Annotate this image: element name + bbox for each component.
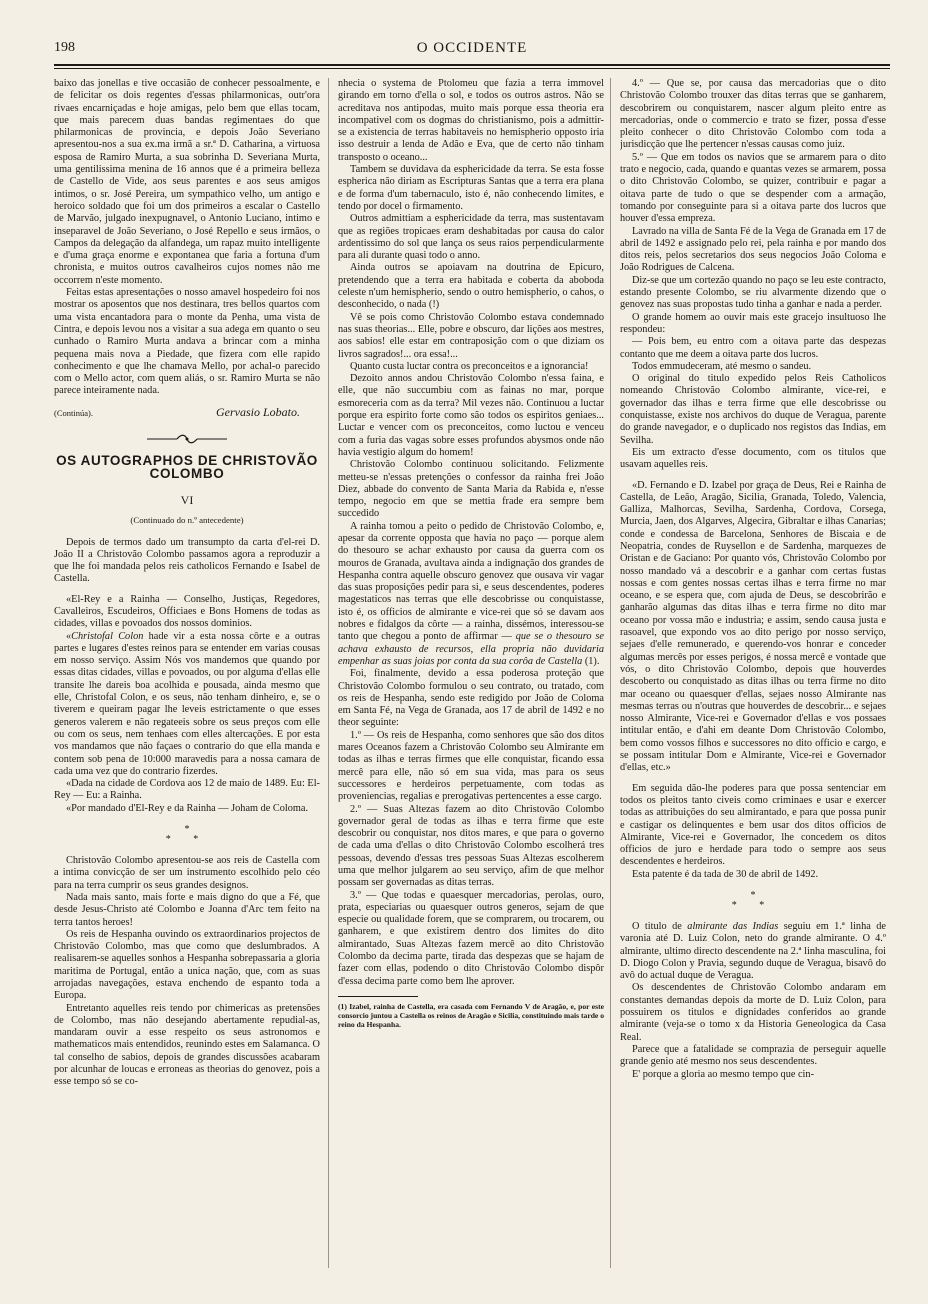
paragraph-emphasis: que se o thesouro se achava exhausto de recursos, ella propria não duvidaria empenhar as suas joias por conta da sua corôa de Castella (338, 631, 604, 667)
quote-paragraph: «Dada na cidade de Cordova aos 12 de maio de 1489. Eu: El-Rey — Eu: a Rainha. (54, 778, 320, 802)
paragraph: E' porque a gloria ao mesmo tempo que cin- (632, 1068, 814, 1080)
paragraph-text: A rainha tomou a peito o pedido de Christovão Colombo, e, apesar da corrente opposta que havia no paço — porque alem do thesouro se achar exhausto por causa da guerra com os mouros de Granada, avultava ainda a indignação dos grandes de Hespanha contra aquelle obscuro genovez que ousava vir vagar das suas proposições pedir para si, e seus descendentes, poderes magestaticos nas terras que elle descobrisse ou conquistasse, isto é, os officios de almirante e vice-rei que só se davam aos nobres e fidalgos da côrte — a rainha, dissémos, interessou-se tanto que chegou a ponto de affirmar — (338, 520, 604, 643)
author-signature: Gervasio Lobato. (216, 404, 300, 419)
treaty-clause: 3.º — Que todas e quaesquer mercadorias, perolas, ouro, prata, especiarias ou quaesquer outros generos, sejam de que especie ou qualidade forem, que se comprarem, ou trocarem, ou ganharem, e que existirem dentro dos limites do dito almirantado, Suas Altezas fazem mercê ao dito Christovão Colombo da decima parte, tirada das despezas que se hajam de fazer com ellas, podendo o dito Christovão Colombo dispôr d'essa decima parte como bem lhe aprover. (338, 889, 604, 987)
paragraph: O grande homem ao ouvir mais este gracejo insultuoso lhe respondeu: (620, 311, 886, 335)
paragraph: baixo das jonellas e tive occasião de conhecer pessoalmente, e de felicitar os dois regentes d'essas philarmonicas, outr'ora rivaes encarniçadas e hoje amigas, pelo bem que ellas tocam, que mais parecem duas bandas regimentaes do que philarmonicas de provincia, e depois João Severiano apresentou-nos a sua ex.ma irmã a sr.ª D. Catharina, a virtuosa esposa de Ramiro Murta, a sua sobrinha D. Severiana Murta, uma gentilissima menina de 16 annos que é a primeira belleza de Castello de Vide, aos seus parentes e aos seus amigos intimos, o sr. José Pereira, um sympathico velho, um antigo e heroico soldado que foi um dos primeiros a escalar o Castello de Marvão, julgado inexpugnavel, o Antonio Luciano, intimo e inseparavel de João Severiano, o José Repello e seus irmãos, o Campos da delegação da alfandega, um rapaz muito intelligente e d'uma graça enorme e expontanea que faria a fortuna d'um chronista, e muitos outros cavalheiros cujos nomes não me occorrem n'este momento. (54, 78, 320, 286)
treaty-clause: 4.º — Que se, por causa das mercadorias que o dito Christovão Colombo trouxer das ditas terras que se ganharem, descobrirem ou conquistarem, nascer algum pleito entre as mercadorias, onde o commercio e trato se fizer, possa d'esse pleito conhecer o dito Christovão Colombo com toda a jurisdicção que lhe pertencer n'essas causas como juiz. (620, 78, 886, 151)
paragraph: Esta patente é da tada de 30 de abril de 1492. (632, 868, 819, 880)
quote-paragraph: «D. Fernando e D. Izabel por graça de Deus, Rei e Rainha de Castella, de Leão, Aragão, Sicilia, Granada, Toledo, Valencia, Galliza, Malhorcas, Sevilha, Sardenha, Cordova, Corsega, Murcia, Jaen, dos Algarves, Algecira, Gibraltar e ilhas Canarias; conde e condessa de Barcelona, Senhores de Biscaia e de Neopatria, condes de Ruysellon e de Sardenha, marquezes de Oristan e de Gaciano: Por quanto vós, Christovão Colombo por nosso mandado vá a descobrir e a ganhar com certas fustas nossas e com gentes nossas certas ilhas e terra firme no mar oceano, e se espera que, com ajuda de Deus, se descobrirão e ganharão algumas das ditas ilhas e terra firme no dito mar oceano por vossa mão e industria; e assim, sendo causa justa e rasoavel, que expondo vos ao dito perigo por nosso serviço, sejaes d'elle remunerado, e querendo-vos honrar e conceder algumas mercês por esses perigos, é nossa mercê e vontade que vós, o dito Christovão Colombo, depois que houverdes descoberto ou conquistado as ditas ilhas ou terra firme no dito mar oceano ou quaesquer d'ellas, sejaes nosso Almirante nas mesmas terras ou n'outras que houverdes de descobrir... e sejaes nosso Almirante, Vice-rei e Governador d'ellas e vos possaes intitular então, e d'ahi em deante Dom Christovão Colombo, bem como vossos filhos e successores no dito officio e cargo, e se possam intitular Dom e Almirante, Vice-rei e Governador d'ellas, etc.» (620, 479, 886, 774)
paragraph: nhecia o systema de Ptolomeu que fazia a terra immovel girando em torno d'ella o sol, e todos os outros astros. Não se acreditava nos antipodas, muito mais porque essa theoria era incompativel com os dogmas do christianismo, pois a admittir-se a existencia de terras habitaveis no hemispherio opposto iria isso destruir a lenda de Adão e Eva, que de certo não tinham transposto o oceano... (338, 78, 604, 163)
article-signoff (54, 406, 320, 419)
quote-paragraph: «El-Rey e a Rainha — Conselho, Justiças, Regedores, Cavalleiros, Escudeiros, Officiaes e Bons Homens de todas as cidades, villas e povoados dos nossos dominios. (54, 593, 320, 630)
paragraph: Quanto custa luctar contra os preconceitos e a ignorancia! (350, 360, 589, 372)
paragraph: Diz-se que um cortezão quando no paço se leu este contracto, estando presente Colombo, se riu alvarmente dizendo que o genovez nas suas propostas tudo tinha a ganhar e nada a perder. (620, 274, 886, 311)
quote-paragraph: «Christofal Colon hade vir a esta nossa côrte e a outras partes e lugares d'estes reinos para se entender em varias cousas em nosso serviço. Assim Nós vos mandemos que quando por essas ditas cidades, villas e povoados, ou por alguma d'ellas elle transite lhe dareis boa acolhida e pousada, ainda mesmo que elle, Christofal Colon, e os seus, não tenham dinheiro, e, se o tiverem e queiram pagar lhe leveis estrictamente o que esses generos valerem e não regateeis sobre os seus preços com elle ou com os seus, nem tenhaes com elles altercações. E por esta vos mandamos que não façaes o contrario do que ella manda e contem sob pena de 10:000 maravedis para a nossa camara de cada uma vez que do contrario fizerdes. (54, 630, 320, 777)
asterism-divider: * * * (731, 890, 775, 911)
paragraph: — Pois bem, eu entro com a oitava parte das despezas contanto que me deem a oitava parte dos lucros. (620, 336, 886, 360)
page-number: 198 (54, 40, 75, 55)
quote-text: hade vir a esta nossa côrte e a outras partes e lugares d'estes reinos para se entender em varias cousas em nosso serviço. Assim Nós vos mandemos que quando por essas ditas cidades, villas e povoados, ou por alguma d'ellas elle transite lhe dareis boa acolhida e pousada, ainda mesmo que elle, Christofal Colon, e os seus, não tenham dinheiro, e, se o tiverem e queiram pagar lhe leveis estrictamente o que esses generos valerem e não regateeis sobre os seus preços com elle ou com os seus, nem tenhaes com elles altercações. E por esta vos mandamos que não façaes o contrario do que ella manda e contem sob pena de 10:000 maravedis para a nossa camara de cada uma vez que do contrario fizerdes. (54, 630, 320, 777)
treaty-clause: 1.º — Os reis de Hespanha, como senhores que são dos ditos mares Oceanos fazem a Christovão Colombo seu Almirante em todas as ilhas e terras firmes que elle conquistar, ficando essa mercê para elle, não só em sua vida, mas para os seus successores e herdeiros perpetuamente, com todas as proveniencias, regalias e prerogativas pertencentes a esse cargo. (338, 729, 604, 803)
paragraph: Vê se pois como Christovão Colombo estava condemnado nas suas theorias... Elle, pobre e obscuro, dar lições aos mestres, aos sabios! elle estar em contraposição com o que diziam os livros sagrados!... ora essa!... (338, 311, 604, 360)
paragraph: Foi, finalmente, devido a essa poderosa proteção que Christovão Colombo formulou o seu contrato, ou tratado, com os reis de Hespanha, sendo este redigido por João de Coloma em Santa Fé, na Vega de Granada, aos 17 de abril de 1492 e no theor seguinte: (338, 668, 604, 729)
paragraph: Depois de termos dado um transumpto da carta d'el-rei D. João II a Christovão Colombo passamos agora a reproduzir a que lhe foi mandada pelos reis catholicos Fernando e Isabel de Castella. (54, 536, 320, 585)
paragraph (620, 921, 886, 982)
column-right (620, 78, 886, 1274)
treaty-clause: 5.º — Que em todos os navios que se armarem para o dito trato e negocio, cada, quando e quantas vezes se armarem, possa o dito Christovão Colombo, se quizer, contribuir e pagar a oitava parte de tudo o que se despender com a armação, tomando por conseguinte para si a oitava parte dos lucros que houver d'essa empreza. (620, 151, 886, 225)
column-left (54, 78, 320, 1274)
paragraph: Dezoito annos andou Christovão Colombo n'essa faina, e elle, que não succumbiu com as fainas no mar, porque esmoreceria com as da terra? Mil vezes não. Continuou a luctar porque era espirito forte como são todos os espiritos geniaes... Luctar e vencer com os preconceitos, como luctou e venceu com a furia das vagas sobre esses profundos abysmos onde não havia vestigio algum do homem! (338, 373, 604, 458)
header-rule-thin (54, 68, 890, 69)
paragraph (338, 521, 604, 669)
paragraph-text: O titulo de (632, 921, 688, 932)
page-header (54, 40, 890, 60)
footnote-rule (338, 996, 418, 997)
asterism-divider: * * * (165, 824, 209, 846)
paragraph-text: seguiu em 1.ª linha de varonia até D. Luiz Colon, neto do grande almirante. O 4.º almirante, ultimo directo descendente na 2.ª linha masculina, foi D. Diogo Colon y Pravia, segundo duque de Veragua, bisavô do avô do actual duque de Veragua. (620, 921, 886, 982)
paragraph: Em seguida dão-lhe poderes para que possa sentenciar em todos os pleitos tanto civeis como criminaes e usar e exercer todas as attribuições do seu almirantado, e para que possa punir e castigar os delinquentes e bem usar dos ditos officios de Almirante, Vice-rei e Governador, lhe concedem os ditos officios de juro e herdade para todo o sempre aos seus descendentes e herdeiros. (620, 782, 886, 868)
paragraph: Nada mais santo, mais forte e mais digno do que a Fé, que desde Jesus-Christo até Colombo e Joanna d'Arc tem feito na terra tantos heroes! (54, 891, 320, 928)
paragraph: Ainda outros se apoiavam na doutrina de Epicuro, pretendendo que a terra era habitada e coberta da aboboda celeste n'um hemispherio, sendo o outro hemispherio, o cahos, o desconhecido, o nada (!) (338, 262, 604, 311)
flourish-icon (147, 434, 227, 444)
paragraph: Outros admittiam a esphericidade da terra, mas sustentavam que as regiões tropicaes eram deshabitadas por causa do calor ardentissimo do sol que lança os seus raios perpendicularmente para ali durante quasi todo o anno. (338, 213, 604, 262)
header-rule (54, 64, 890, 66)
treaty-clause: 2.º — Suas Altezas fazem ao dito Christovão Colombo governador geral de todas as ilhas e terra firme que este descobrir ou conquistar, nos ditos mares, e que para o governo de cada uma d'ellas o dito Christovão Colombo escolherá tres pessoas, devendo d'essas tres pessoas Suas Altezas escolherem uma que melhor julgarem ao seu serviço, afim de que melhor possam ser governadas as ditas terras. (338, 803, 604, 889)
footnote-ref: (1). (582, 655, 600, 667)
paragraph: Entretanto aquelles reis tendo por chimericas as pretensões de Colombo, mas não desejando abertamente repudial-as, mandaram ouvir a esse respeito os seus astronomos e mathematicos mais entendidos, reunindo estes em Salamanca. O tal conselho de sabios, depois de grandes discussões acabaram por alcunhar de loucas e erroneas as theorias do genovez, pois a esse tempo só se co- (54, 1002, 320, 1088)
paragraph: Todos emmudeceram, até mesmo o sandeu. (632, 360, 812, 372)
continues-note: (Continúa). (54, 407, 93, 418)
paragraph: Eis um extracto d'esse documento, com os titulos que usavam aquelles reis. (620, 446, 886, 471)
paragraph: Parece que a fatalidade se comprazia de perseguir aquelle grande genio até mesmo nos seus descendentes. (620, 1043, 886, 1068)
paragraph: Christovão Colombo apresentou-se aos reis de Castella com a intima convicção de ser um instrumento escolhido pelo céo para na terra cumprir os seus grandes designos. (54, 855, 320, 891)
column-middle (338, 78, 604, 1274)
paragraph: Os descendentes de Christovão Colombo andaram em constantes demandas depois da morte de D. Luiz Colon, para possuirem os titulos e dignidades conferidos ao grande almirante (veja-se o tomo x da Historia Geneologica da Casa Real. (620, 982, 886, 1043)
footnote: (1) Izabel, rainha de Castella, era casada com Fernando V de Aragão, e, por este consorcio juntou a Castella os reinos de Aragão e Sicilia, constituindo mais tarde o reino da Hespanha. (338, 1001, 604, 1029)
chapter-number: VI (180, 492, 194, 507)
column-divider (328, 78, 329, 1268)
periodical-title: O OCCIDENTE (416, 40, 528, 56)
paragraph: Lavrado na villa de Santa Fé de la Vega de Granada em 17 de abril de 1492 e assignado pelo rei, pela rainha e por mando dos ditos reis, pelos secretarios dos seus negocios João Coloma e João Rodrigues de Calcena. (620, 225, 886, 274)
quote-paragraph: «Por mandado d'El-Rey e da Rainha — Joham de Coloma. (66, 802, 309, 814)
paragraph: Christovão Colombo continuou solicitando. Felizmente metteu-se n'essas pretenções o confessor da rainha frei João Diez, abbade do convento de Santa Maria da Rabida e, n'esse tempo, negocio em que se mettia frade era sempre bem succedido (338, 459, 604, 520)
paragraph: Os reis de Hespanha ouvindo os extraordinarios projectos de Christovão Colombo, mas que como que deslumbrados. A realisarem-se aquelles sonhos a Hespanha sobrepassaria a gloria maritima de Portugal, então a unica nação, que, com as suas arrojadas navegações, estava enchendo de espanto toda a Europa. (54, 928, 320, 1002)
royal-letter-quote (54, 594, 320, 815)
paragraph-emphasis: almirante das Indias (687, 921, 779, 932)
ornament-divider (54, 433, 320, 445)
paragraph: O original do titulo expedido pelos Reis Catholicos nomeando Christovão Colombo almirante, vice-rei, e governador das ilhas e terra firme que elle descobrisse ou conquistasse, existe nos archivos do duque de Veragua, parente do grande navegador, e o duplicado nos registos das Indias, em Sevilha. (620, 373, 886, 446)
article-title: OS AUTOGRAPHOS DE CHRISTOVÃO COLOMBO (56, 453, 318, 481)
quote-emphasis: Christofal Colon (71, 630, 144, 642)
continuation-note: (Continuado do n.º antecedente) (130, 515, 244, 526)
column-divider (610, 78, 611, 1268)
paragraph: Feitas estas apresentações o nosso amavel hospedeiro foi nos mostrar os aposentos que nos destinara, tres bellos quartos com uma vista encantadora para o monte da Penha, uma vista de Cintra, e depois levou nos a visitar a sua adega em quanto o seu cunhado o Ramiro Murta andava a brincar com a minha pequena mais nova a Piedade, que fizera com elle rapido conhecimento e que lhe chamava Mello, por achal-o parecido com o Mello actor, com quem aliás, o sr. Ramiro Murta se não parece inteiramente nada. (54, 287, 320, 397)
paragraph: Tambem se duvidava da esphericidade da terra. Se esta fosse espherica não diriam as Escripturas Santas que a terra era plana e de forma d'um tabernaculo, isto é, não conhecendo limites, e tendo por docel o firmamento. (338, 164, 604, 212)
